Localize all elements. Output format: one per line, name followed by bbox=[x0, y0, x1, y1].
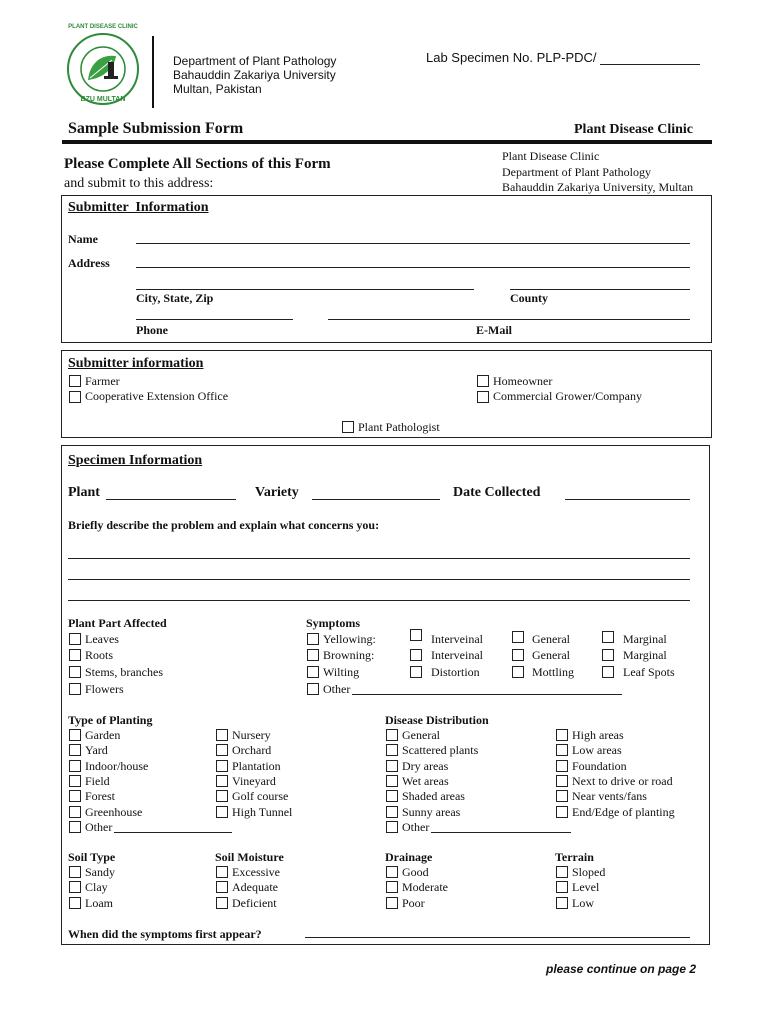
header-divider bbox=[152, 36, 154, 108]
marginal-yellow-checkbox[interactable] bbox=[602, 631, 614, 643]
farmer-checkbox[interactable] bbox=[69, 375, 81, 387]
county-field[interactable] bbox=[510, 289, 690, 290]
poor-checkbox[interactable] bbox=[386, 897, 398, 909]
near-vents-checkbox[interactable] bbox=[556, 790, 568, 802]
leaves-label: Leaves bbox=[85, 632, 119, 646]
yard-checkbox[interactable] bbox=[69, 744, 81, 756]
vineyard-checkbox[interactable] bbox=[216, 775, 228, 787]
clinic-logo bbox=[64, 32, 142, 106]
low-label: Low bbox=[572, 896, 594, 910]
foundation-label: Foundation bbox=[572, 759, 627, 773]
describe-line-3[interactable] bbox=[68, 600, 690, 601]
stems-label: Stems, branches bbox=[85, 665, 163, 679]
general-brown-label: General bbox=[532, 648, 570, 662]
plant-field[interactable] bbox=[106, 499, 236, 500]
excessive-checkbox[interactable] bbox=[216, 866, 228, 878]
logo-ring-text: PLANT DISEASE CLINIC bbox=[68, 24, 138, 30]
city-label: City, State, Zip bbox=[136, 291, 214, 305]
plant-part-heading: Plant Part Affected bbox=[68, 616, 167, 630]
email-label: E-Mail bbox=[476, 323, 512, 337]
wilting-checkbox[interactable] bbox=[307, 666, 319, 678]
adequate-checkbox[interactable] bbox=[216, 881, 228, 893]
commercial-grower-label: Commercial Grower/Company bbox=[493, 389, 642, 403]
wet-areas-label: Wet areas bbox=[402, 774, 449, 788]
vineyard-label: Vineyard bbox=[232, 774, 276, 788]
interveinal-yellow-checkbox[interactable] bbox=[410, 629, 422, 641]
marginal-brown-checkbox[interactable] bbox=[602, 649, 614, 661]
dry-areas-checkbox[interactable] bbox=[386, 760, 398, 772]
city-field[interactable] bbox=[136, 289, 474, 290]
flowers-checkbox[interactable] bbox=[69, 683, 81, 695]
forest-checkbox[interactable] bbox=[69, 790, 81, 802]
end-edge-label: End/Edge of planting bbox=[572, 805, 675, 819]
interveinal-yellow-label: Interveinal bbox=[431, 632, 483, 646]
dept-name: Department of Plant Pathology bbox=[173, 54, 337, 68]
sloped-checkbox[interactable] bbox=[556, 866, 568, 878]
nursery-label: Nursery bbox=[232, 728, 271, 742]
title-rule bbox=[62, 140, 712, 144]
nursery-checkbox[interactable] bbox=[216, 729, 228, 741]
scattered-label: Scattered plants bbox=[402, 743, 479, 757]
lab-specimen-field[interactable] bbox=[600, 64, 700, 65]
distortion-label: Distortion bbox=[431, 665, 480, 679]
deficient-checkbox[interactable] bbox=[216, 897, 228, 909]
low-areas-label: Low areas bbox=[572, 743, 622, 757]
scattered-checkbox[interactable] bbox=[386, 744, 398, 756]
first-appear-label: When did the symptoms first appear? bbox=[68, 927, 262, 941]
adequate-label: Adequate bbox=[232, 880, 278, 894]
stems-checkbox[interactable] bbox=[69, 666, 81, 678]
university-name: Bahauddin Zakariya University bbox=[173, 68, 336, 82]
moderate-label: Moderate bbox=[402, 880, 448, 894]
plantation-label: Plantation bbox=[232, 759, 281, 773]
mottling-label: Mottling bbox=[532, 665, 575, 679]
homeowner-checkbox[interactable] bbox=[477, 375, 489, 387]
leaf-spots-label: Leaf Spots bbox=[623, 665, 675, 679]
loam-label: Loam bbox=[85, 896, 113, 910]
shaded-areas-label: Shaded areas bbox=[402, 789, 465, 803]
sandy-checkbox[interactable] bbox=[69, 866, 81, 878]
planting-heading: Type of Planting bbox=[68, 713, 153, 727]
yellowing-checkbox[interactable] bbox=[307, 633, 319, 645]
excessive-label: Excessive bbox=[232, 865, 280, 879]
next-to-drive-label: Next to drive or road bbox=[572, 774, 673, 788]
other-symptom-checkbox[interactable] bbox=[307, 683, 319, 695]
sunny-areas-checkbox[interactable] bbox=[386, 806, 398, 818]
end-edge-checkbox[interactable] bbox=[556, 806, 568, 818]
sunny-areas-label: Sunny areas bbox=[402, 805, 461, 819]
interveinal-brown-checkbox[interactable] bbox=[410, 649, 422, 661]
sandy-label: Sandy bbox=[85, 865, 115, 879]
greenhouse-label: Greenhouse bbox=[85, 805, 143, 819]
golf-course-checkbox[interactable] bbox=[216, 790, 228, 802]
yellowing-label: Yellowing: bbox=[323, 632, 376, 646]
describe-label: Briefly describe the problem and explain what concerns you: bbox=[68, 518, 380, 532]
other-dist-checkbox[interactable] bbox=[386, 821, 398, 833]
drainage-heading: Drainage bbox=[385, 850, 433, 864]
high-areas-checkbox[interactable] bbox=[556, 729, 568, 741]
submitter-info-heading: Submitter Information bbox=[68, 200, 209, 215]
field-label: Field bbox=[85, 774, 110, 788]
indoor-checkbox[interactable] bbox=[69, 760, 81, 772]
name-field[interactable] bbox=[136, 243, 690, 244]
other-planting-checkbox[interactable] bbox=[69, 821, 81, 833]
coop-extension-label: Cooperative Extension Office bbox=[85, 389, 229, 403]
low-areas-checkbox[interactable] bbox=[556, 744, 568, 756]
date-collected-label: Date Collected bbox=[453, 485, 541, 500]
indoor-label: Indoor/house bbox=[85, 759, 149, 773]
form-title: Sample Submission Form bbox=[68, 120, 244, 137]
high-tunnel-checkbox[interactable] bbox=[216, 806, 228, 818]
describe-line-2[interactable] bbox=[68, 579, 690, 580]
level-label: Level bbox=[572, 880, 600, 894]
sloped-label: Sloped bbox=[572, 865, 606, 879]
mottling-checkbox[interactable] bbox=[512, 666, 524, 678]
email-field[interactable] bbox=[328, 319, 690, 320]
garden-checkbox[interactable] bbox=[69, 729, 81, 741]
browning-checkbox[interactable] bbox=[307, 649, 319, 661]
other-planting-field[interactable] bbox=[114, 832, 232, 833]
orchard-label: Orchard bbox=[232, 743, 272, 757]
dry-areas-label: Dry areas bbox=[402, 759, 449, 773]
clinic-address-line1: Plant Disease Clinic bbox=[502, 149, 600, 163]
address-field[interactable] bbox=[136, 267, 690, 268]
roots-checkbox[interactable] bbox=[69, 649, 81, 661]
good-checkbox[interactable] bbox=[386, 866, 398, 878]
orchard-checkbox[interactable] bbox=[216, 744, 228, 756]
wet-areas-checkbox[interactable] bbox=[386, 775, 398, 787]
interveinal-brown-label: Interveinal bbox=[431, 648, 483, 662]
instructions-sub: and submit to this address: bbox=[64, 176, 214, 191]
date-collected-field[interactable] bbox=[565, 499, 690, 500]
phone-field[interactable] bbox=[136, 319, 293, 320]
marginal-yellow-label: Marginal bbox=[623, 632, 667, 646]
first-appear-field[interactable] bbox=[305, 937, 690, 938]
low-checkbox[interactable] bbox=[556, 897, 568, 909]
yard-label: Yard bbox=[85, 743, 108, 757]
field-checkbox[interactable] bbox=[69, 775, 81, 787]
distortion-checkbox[interactable] bbox=[410, 666, 422, 678]
marginal-brown-label: Marginal bbox=[623, 648, 667, 662]
variety-label: Variety bbox=[255, 485, 299, 500]
plantation-checkbox[interactable] bbox=[216, 760, 228, 772]
garden-label: Garden bbox=[85, 728, 121, 742]
name-label: Name bbox=[68, 232, 98, 246]
specimen-heading: Specimen Information bbox=[68, 453, 203, 468]
soil-moisture-heading: Soil Moisture bbox=[215, 850, 284, 864]
terrain-heading: Terrain bbox=[555, 850, 594, 864]
dist-general-checkbox[interactable] bbox=[386, 729, 398, 741]
other-planting-label: Other bbox=[85, 820, 113, 834]
loam-checkbox[interactable] bbox=[69, 897, 81, 909]
plant-label: Plant bbox=[68, 485, 100, 500]
other-dist-label: Other bbox=[402, 820, 430, 834]
submitter-info-box bbox=[61, 195, 712, 343]
level-checkbox[interactable] bbox=[556, 881, 568, 893]
plant-pathologist-checkbox[interactable] bbox=[342, 421, 354, 433]
logo-bottom-text: BZU MULTAN bbox=[80, 96, 126, 103]
city-name: Multan, Pakistan bbox=[173, 82, 262, 96]
poor-label: Poor bbox=[402, 896, 425, 910]
coop-extension-checkbox[interactable] bbox=[69, 391, 81, 403]
general-yellow-label: General bbox=[532, 632, 570, 646]
other-symptom-field[interactable] bbox=[352, 694, 622, 695]
high-areas-label: High areas bbox=[572, 728, 624, 742]
roots-label: Roots bbox=[85, 648, 114, 662]
distribution-heading: Disease Distribution bbox=[385, 713, 489, 727]
foundation-checkbox[interactable] bbox=[556, 760, 568, 772]
address-label: Address bbox=[68, 256, 110, 270]
general-brown-checkbox[interactable] bbox=[512, 649, 524, 661]
leaf-spots-checkbox[interactable] bbox=[602, 666, 614, 678]
clay-checkbox[interactable] bbox=[69, 881, 81, 893]
plant-pathologist-label: Plant Pathologist bbox=[358, 420, 440, 434]
moderate-checkbox[interactable] bbox=[386, 881, 398, 893]
near-vents-label: Near vents/fans bbox=[572, 789, 647, 803]
browning-label: Browning: bbox=[323, 648, 375, 662]
flowers-label: Flowers bbox=[85, 682, 124, 696]
greenhouse-checkbox[interactable] bbox=[69, 806, 81, 818]
soil-type-heading: Soil Type bbox=[68, 850, 116, 864]
golf-course-label: Golf course bbox=[232, 789, 289, 803]
continue-note: please continue on page 2 bbox=[546, 962, 697, 976]
farmer-label: Farmer bbox=[85, 374, 120, 388]
other-dist-field[interactable] bbox=[431, 832, 571, 833]
describe-line-1[interactable] bbox=[68, 558, 690, 559]
other-symptom-label: Other bbox=[323, 682, 351, 696]
submitter-type-heading: Submitter information bbox=[68, 356, 204, 371]
next-to-drive-checkbox[interactable] bbox=[556, 775, 568, 787]
clinic-address-line3: Bahauddin Zakariya University, Multan bbox=[502, 180, 694, 194]
clinic-address-line2: Department of Plant Pathology bbox=[502, 165, 651, 179]
leaves-checkbox[interactable] bbox=[69, 633, 81, 645]
variety-field[interactable] bbox=[312, 499, 440, 500]
homeowner-label: Homeowner bbox=[493, 374, 553, 388]
forest-label: Forest bbox=[85, 789, 115, 803]
county-label: County bbox=[510, 291, 549, 305]
shaded-areas-checkbox[interactable] bbox=[386, 790, 398, 802]
clay-label: Clay bbox=[85, 880, 108, 894]
phone-label: Phone bbox=[136, 323, 169, 337]
general-yellow-checkbox[interactable] bbox=[512, 631, 524, 643]
dist-general-label: General bbox=[402, 728, 440, 742]
commercial-grower-checkbox[interactable] bbox=[477, 391, 489, 403]
good-label: Good bbox=[402, 865, 429, 879]
high-tunnel-label: High Tunnel bbox=[232, 805, 293, 819]
deficient-label: Deficient bbox=[232, 896, 277, 910]
symptoms-heading: Symptoms bbox=[306, 616, 361, 630]
wilting-label: Wilting bbox=[323, 665, 360, 679]
clinic-title: Plant Disease Clinic bbox=[574, 122, 693, 137]
instructions-heading: Please Complete All Sections of this Form bbox=[64, 156, 331, 172]
lab-specimen-label: Lab Specimen No. PLP-PDC/ bbox=[426, 50, 597, 65]
